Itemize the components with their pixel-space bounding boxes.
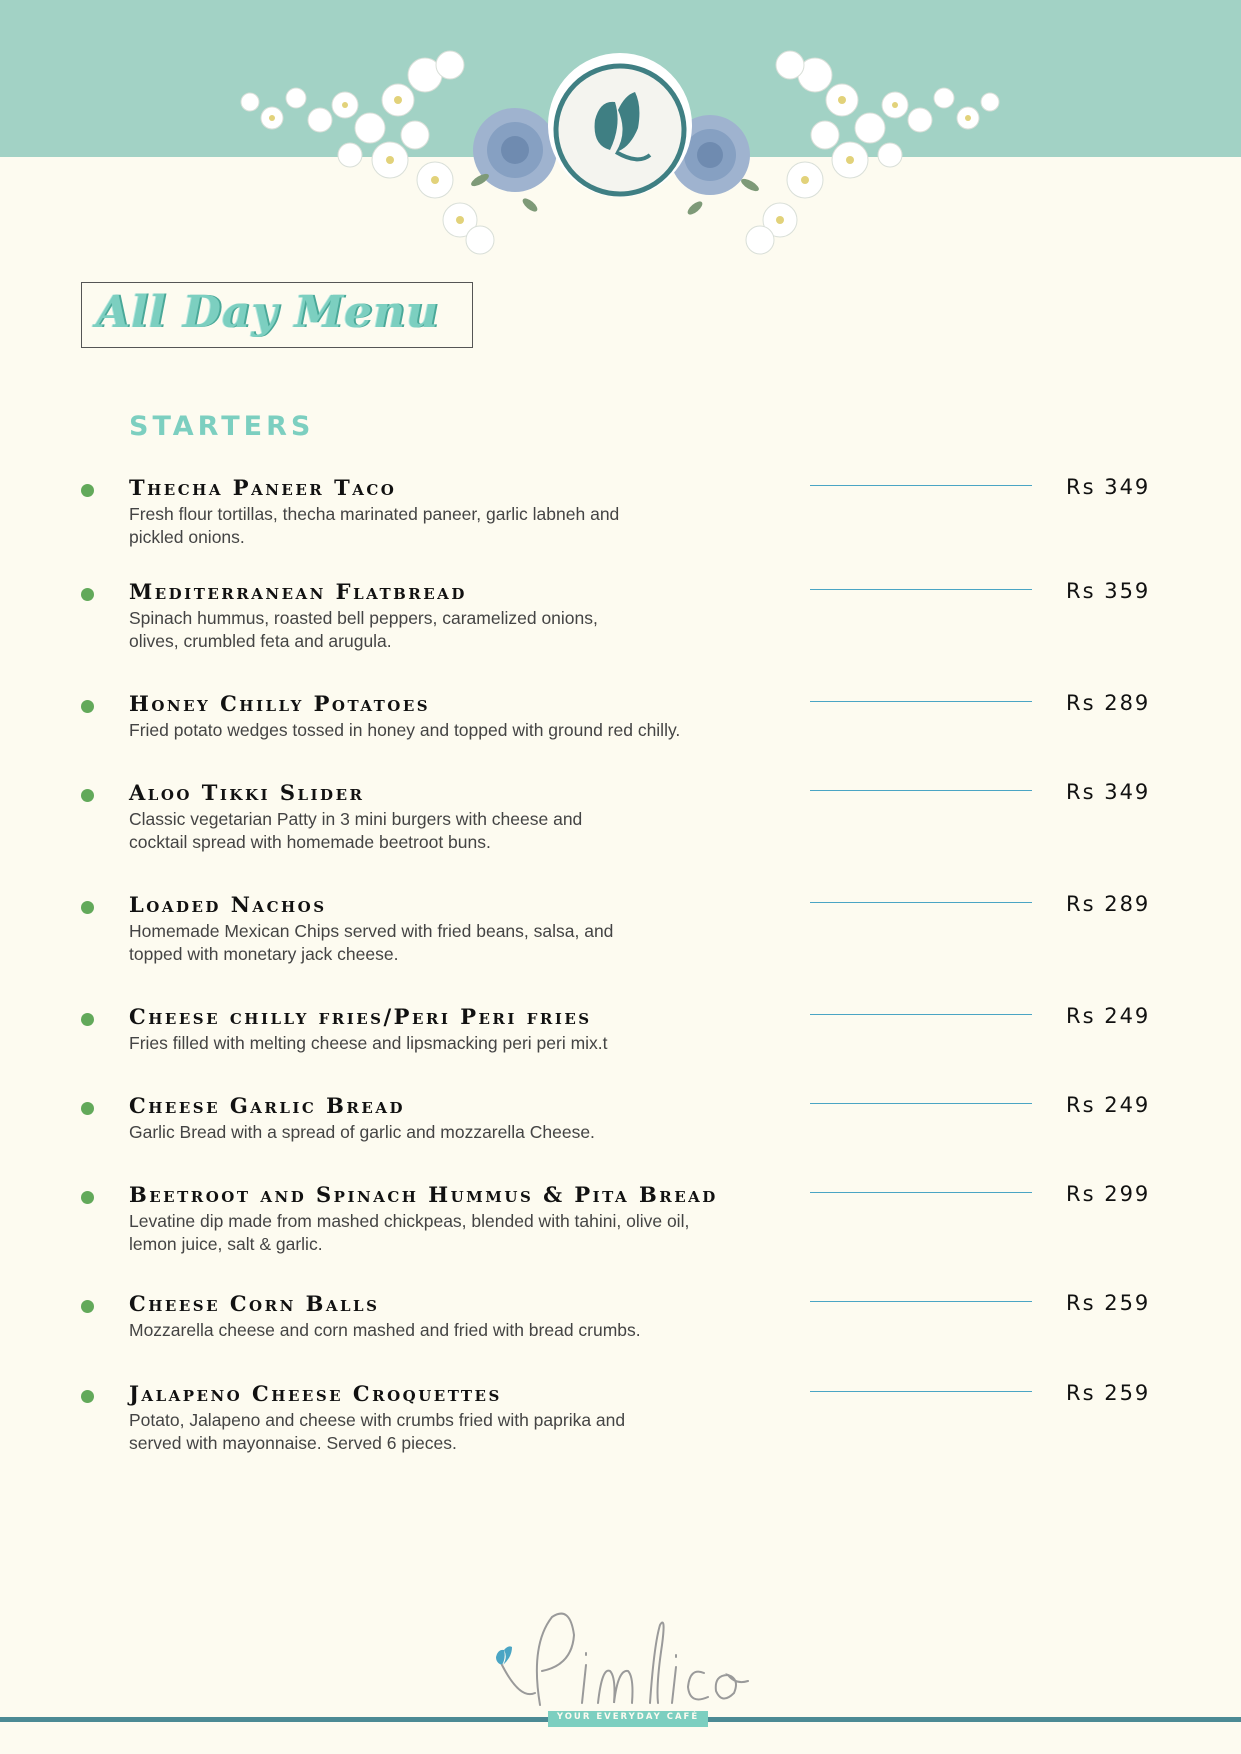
item-name: Cheese Corn Balls (129, 1291, 380, 1316)
item-name: Aloo Tikki Slider (129, 780, 365, 805)
item-price: Rs 289 (1066, 691, 1151, 715)
menu-title: All Day Menu (96, 287, 440, 338)
item-name: Mediterranean Flatbread (129, 579, 467, 604)
bullet-dot (81, 588, 94, 601)
brand-tagline: YOUR EVERYDAY CAFÉ (556, 1712, 700, 1722)
item-description: Fries filled with melting cheese and lipsmacking peri peri mix.t (129, 1033, 608, 1053)
bullet-dot (81, 1191, 94, 1204)
item-price: Rs 249 (1066, 1004, 1151, 1028)
item-name: Beetroot and Spinach Hummus & Pita Bread (129, 1182, 718, 1207)
bullet-dot (81, 1102, 94, 1115)
item-name: Cheese Garlic Bread (129, 1093, 405, 1118)
bullet-dot (81, 1300, 94, 1313)
item-price: Rs 359 (1066, 579, 1151, 603)
menu-title-box (81, 282, 473, 348)
brand-script-wordmark (502, 1614, 748, 1705)
leader-line (810, 902, 1032, 903)
item-description: Homemade Mexican Chips served with fried beans, salsa, and topped with monetary jack cheese. (129, 921, 614, 964)
leader-line (810, 1192, 1032, 1193)
item-name: Loaded Nachos (129, 892, 327, 917)
leader-line (810, 1014, 1032, 1015)
bullet-dot (81, 789, 94, 802)
tulip-icon (496, 1646, 512, 1665)
item-price: Rs 259 (1066, 1291, 1151, 1315)
item-price: Rs 249 (1066, 1093, 1151, 1117)
leader-line (810, 701, 1032, 702)
item-price: Rs 299 (1066, 1182, 1151, 1206)
bullet-dot (81, 1013, 94, 1026)
section-title-starters: STARTERS (129, 411, 315, 442)
item-price: Rs 289 (1066, 892, 1151, 916)
leader-line (810, 1391, 1032, 1392)
item-description: Fresh flour tortillas, thecha marinated paneer, garlic labneh and pickled onions. (129, 504, 620, 547)
item-price: Rs 349 (1066, 475, 1151, 499)
floral-header-decoration (230, 40, 1010, 270)
item-price: Rs 259 (1066, 1381, 1151, 1405)
item-description: Levatine dip made from mashed chickpeas, blended with tahini, olive oil, lemon juice, salt & garlic. (129, 1211, 690, 1254)
leader-line (810, 790, 1032, 791)
item-name: Cheese chilly fries/Peri Peri fries (129, 1004, 592, 1029)
bullet-dot (81, 901, 94, 914)
item-description: Classic vegetarian Patty in 3 mini burgers with cheese and cocktail spread with homemade beetroot buns. (129, 809, 583, 852)
bullet-dot (81, 484, 94, 497)
bullet-dot (81, 700, 94, 713)
leader-line (810, 1301, 1032, 1302)
item-description: Fried potato wedges tossed in honey and topped with ground red chilly. (129, 720, 681, 740)
item-name: Jalapeno Cheese Croquettes (129, 1381, 502, 1406)
leader-line (810, 1103, 1032, 1104)
bullet-dot (81, 1390, 94, 1403)
item-description: Spinach hummus, roasted bell peppers, caramelized onions, olives, crumbled feta and arugula. (129, 608, 598, 651)
leader-line (810, 589, 1032, 590)
leader-line (810, 485, 1032, 486)
item-price: Rs 349 (1066, 780, 1151, 804)
flower-cluster-right (746, 51, 999, 254)
flower-cluster-left (241, 51, 494, 254)
item-name: Thecha Paneer Taco (129, 475, 397, 500)
tagline-plate (548, 1711, 708, 1727)
item-description: Mozzarella cheese and corn mashed and fried with bread crumbs. (129, 1320, 641, 1340)
item-description: Potato, Jalapeno and cheese with crumbs fried with paprika and served with mayonnaise. Served 6 pieces. (129, 1410, 626, 1453)
tulip-emblem-icon (548, 53, 692, 197)
item-name: Honey Chilly Potatoes (129, 691, 431, 716)
item-description: Garlic Bread with a spread of garlic and mozzarella Cheese. (129, 1122, 595, 1142)
